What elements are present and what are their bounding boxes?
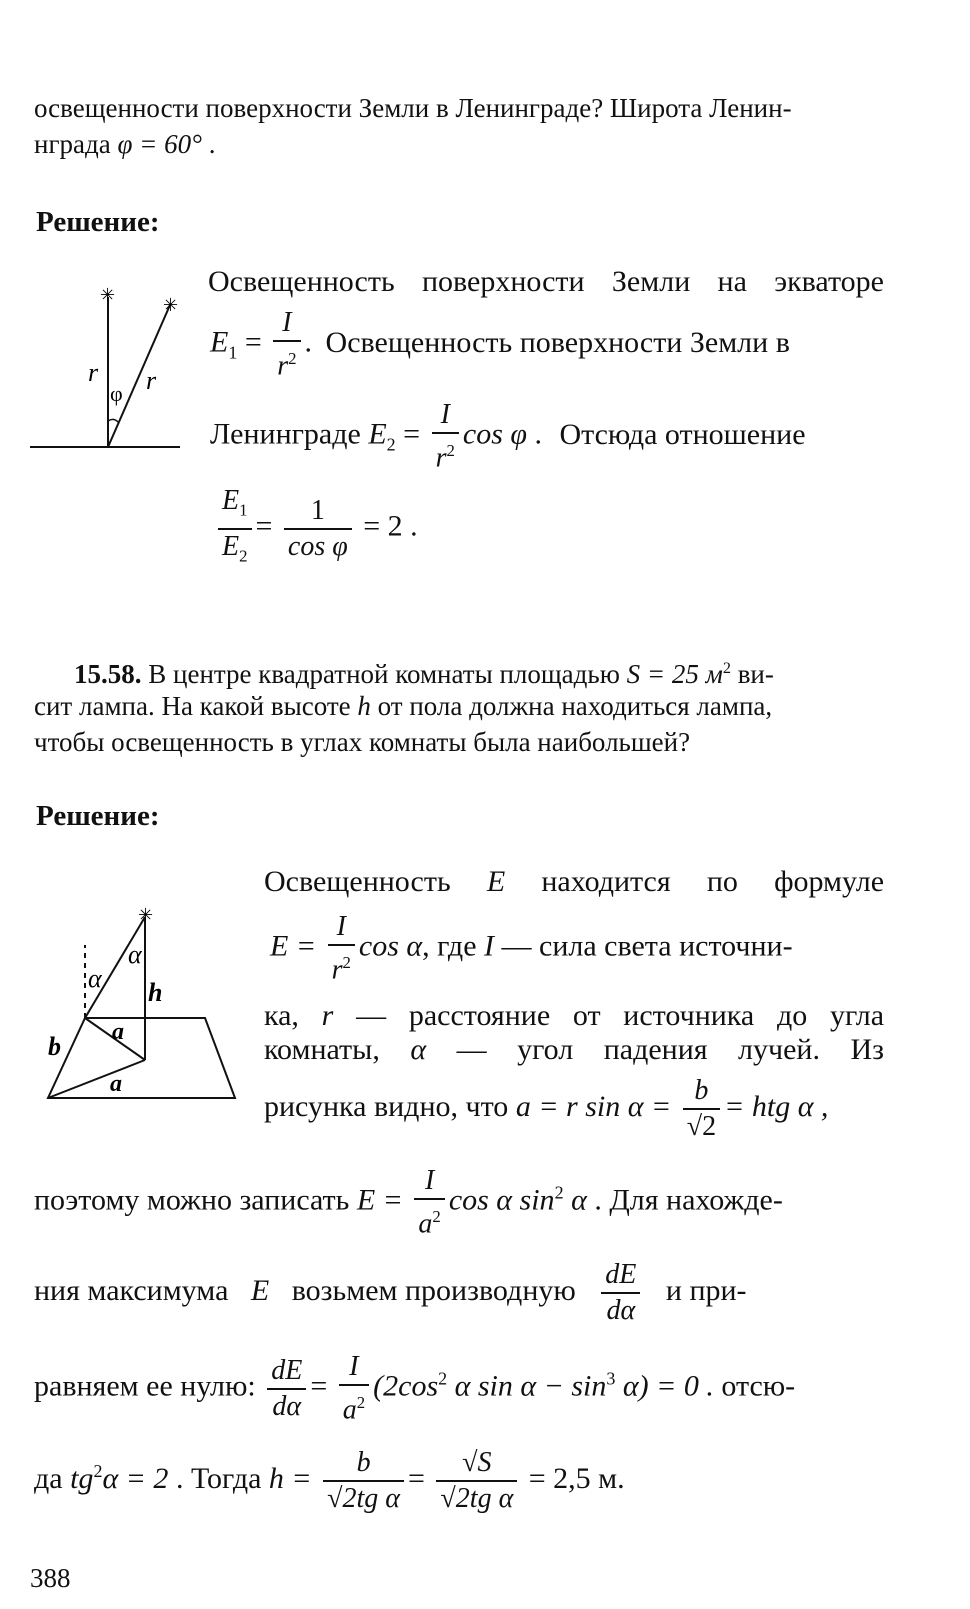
latitude-formula: φ = 60° — [117, 129, 202, 159]
diagram-room-lamp — [40, 905, 245, 1105]
label-a-inner: a — [112, 1019, 124, 1045]
lamp-icon: ✳ — [138, 905, 154, 925]
label-r-vertical: r — [88, 358, 99, 387]
sol1-line-3: Ленинграде $E_2$ = $\frac{I}{r^2}$ cos φ . Отсюда отношение — [210, 399, 806, 474]
sol2-line-9: да $tg^2\alpha = 2$ . Тогда h = $\frac{b}{\text{√2tg α}}$ = $\frac{√S}{\text{√2tg α}}$ = 2,5 м. — [34, 1447, 625, 1514]
sol1-line-1: Освещенность поверхности Земли на экваторе — [208, 265, 884, 298]
sol1-line-2: $E_1$ = $\frac{I}{r^2}$ . Освещенность поверхности Земли в — [210, 307, 790, 382]
sol2-line-4: комнаты, α — угол падения лучей. Из — [264, 1033, 885, 1066]
sol1-ratio: $\frac{E_1}{E_2}$ = $\frac{1}{\text{cos φ}}$ = 2 . — [214, 484, 418, 573]
solution-heading-2: Решение: — [36, 800, 160, 832]
sol2-line-5: рисунка видно, что a = r sin α = $\frac{b}{√2}$ = htg α , — [264, 1075, 829, 1142]
angle-arc — [108, 419, 119, 423]
intro-line-1: освещенности поверхности Земли в Ленинграде? Широта Ленин- — [34, 93, 792, 123]
sol2-line-6: поэтому можно записать E = $\frac{I}{a^2}$ cos α $\sin^2 \alpha$ . Для нахожде- — [34, 1165, 783, 1240]
sol2-line-2: E = $\frac{I}{r^2}$ cos α, где I — сила света источни- — [270, 911, 793, 986]
label-alpha-top: α — [128, 940, 142, 969]
intro-text: нграда — [34, 129, 111, 159]
intro-line-2: нграда φ = 60° . — [34, 129, 216, 159]
label-a-bottom: a — [110, 1071, 122, 1097]
star-icon: ✳ — [100, 285, 116, 305]
label-alpha-left: α — [88, 964, 102, 993]
problem-line-3: чтобы освещенность в углах комнаты была наибольшей? — [34, 727, 691, 757]
sol2-line-1: Освещенность E находится по формуле — [264, 865, 885, 898]
problem-line-1: 15.58. В центре квадратной комнаты площадью S = 25 $м^2$ ви- — [74, 659, 774, 689]
sol2-line-3: ка, r — расстояние от источника до угла — [264, 999, 885, 1032]
label-b: b — [48, 1032, 61, 1061]
label-h: h — [148, 978, 163, 1007]
sol2-line-8: равняем ее нулю: $\frac{dE}{d\alpha}$ = $\frac{I}{a^2}$ ($2\cos^2$ α $\sin \alpha - \sin^3 \alpha) = 0$ . отсю- — [34, 1351, 796, 1426]
diagram-zenith-angle — [30, 285, 190, 460]
page-number: 388 — [30, 1563, 71, 1593]
sol2-line-7: ния максимума E возьмем производную $\frac{dE}{d\alpha}$ и при- — [34, 1259, 747, 1326]
star-icon: ✳ — [163, 295, 179, 315]
label-r-slanted: r — [146, 366, 157, 395]
solution-heading-1: Решение: — [36, 206, 160, 238]
problem-line-2: сит лампа. На какой высоте h от пола должна находиться лампа, — [34, 691, 773, 721]
label-phi: φ — [110, 381, 123, 406]
slanted-ray — [108, 305, 170, 447]
